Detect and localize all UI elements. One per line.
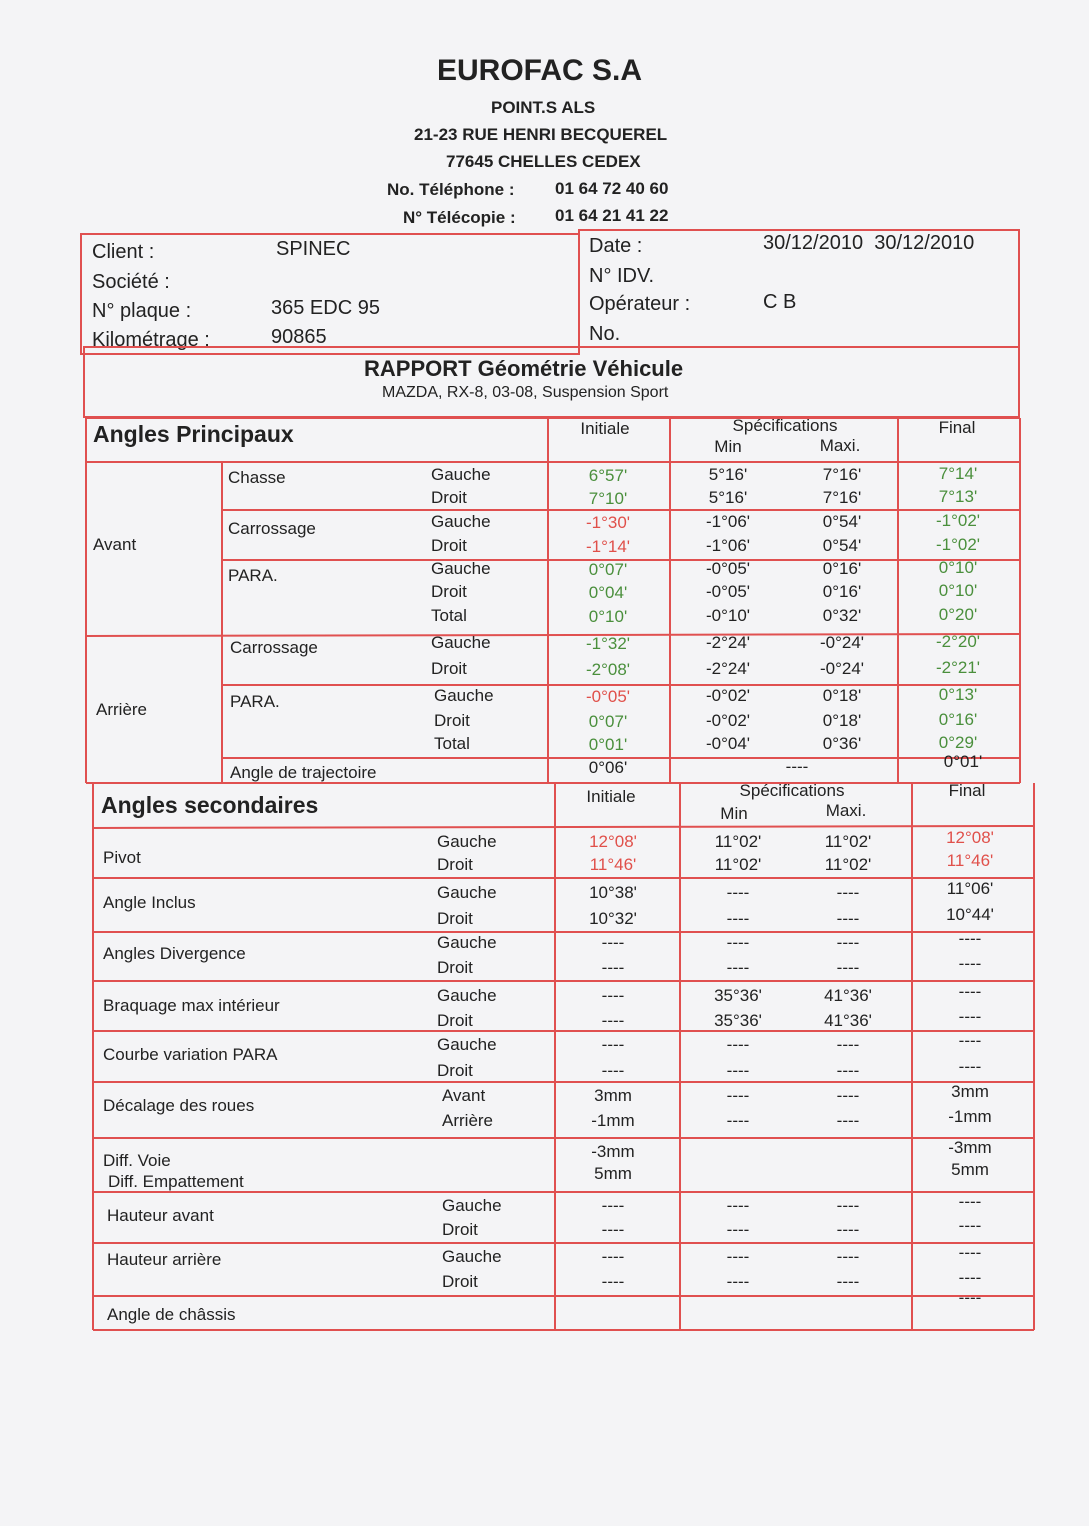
max-value: 0°54' — [822, 512, 862, 531]
secondary-label: Décalage des roues — [103, 1096, 255, 1115]
side-label: Avant — [442, 1086, 486, 1105]
side-label: Gauche — [431, 633, 491, 652]
no-label: No. — [589, 323, 621, 345]
side-label: Droit — [437, 958, 473, 977]
side-label: Droit — [442, 1272, 478, 1291]
plaque-label: N° plaque : — [92, 300, 192, 322]
initiale-value: -1mm — [591, 1111, 635, 1130]
max-value: 0°54' — [822, 536, 862, 555]
min-value: -0°05' — [705, 582, 751, 601]
col-specifications: Spécifications — [732, 416, 838, 435]
avant-arriere-divider — [86, 634, 1020, 636]
trajectoire-initiale: 0°06' — [588, 758, 628, 777]
final-value: 7°14' — [938, 464, 978, 483]
col-min: Min — [714, 437, 742, 456]
max-value: -0°24' — [819, 633, 865, 652]
max-value: ---- — [836, 1035, 860, 1054]
side-label: Gauche — [431, 465, 491, 484]
min-value: ---- — [726, 958, 750, 977]
min-value: 5°16' — [708, 465, 748, 484]
min-value: -0°02' — [705, 686, 751, 705]
final-value: 0°16' — [938, 710, 978, 729]
fax-label: N° Télécopie : — [403, 208, 516, 227]
secondary-label: Diff. Voie — [103, 1151, 171, 1170]
final-value: ---- — [958, 982, 982, 1001]
min-value: ---- — [726, 909, 750, 928]
initiale-value: ---- — [601, 1247, 625, 1266]
max-value: 0°18' — [822, 686, 862, 705]
min-value: -0°02' — [705, 711, 751, 730]
final-value: 0°10' — [938, 581, 978, 600]
final-value: -2°20' — [935, 632, 981, 651]
max-value: ---- — [836, 1220, 860, 1239]
km-label: Kilométrage : — [92, 329, 210, 351]
min-value: -0°04' — [705, 734, 751, 753]
secondary-label: Braquage max intérieur — [103, 996, 280, 1015]
societe-label: Société : — [92, 271, 170, 293]
plaque-value: 365 EDC 95 — [271, 297, 380, 319]
min-value: ---- — [726, 1111, 750, 1130]
side-label: Gauche — [437, 832, 497, 851]
side-label: Total — [434, 734, 470, 753]
max-value: 7°16' — [822, 488, 862, 507]
final-value: -1mm — [948, 1107, 992, 1126]
max-value: -0°24' — [819, 659, 865, 678]
min-value: 35°36' — [714, 1011, 762, 1030]
initiale-value: 7°10' — [588, 489, 628, 508]
max-value: 0°16' — [822, 559, 862, 578]
side-label: Droit — [437, 1011, 473, 1030]
km-value: 90865 — [271, 326, 327, 348]
min-value: 11°02' — [714, 855, 762, 874]
side-label: Gauche — [442, 1196, 502, 1215]
side-label: Droit — [431, 659, 467, 678]
max-value: ---- — [836, 1061, 860, 1080]
min-value: ---- — [726, 1247, 750, 1266]
trajectoire-label: Angle de trajectoire — [230, 763, 377, 782]
sec-col-maxi: Maxi. — [825, 801, 867, 820]
side-label: Gauche — [431, 512, 491, 531]
initiale-value: -0°05' — [585, 687, 631, 706]
secondary-label: Courbe variation PARA — [103, 1045, 278, 1064]
side-label: Droit — [431, 488, 467, 507]
final-value: 5mm — [951, 1160, 989, 1179]
initiale-value: -3mm — [591, 1142, 635, 1161]
initiale-value: ---- — [601, 1035, 625, 1054]
min-value: 11°02' — [714, 832, 762, 851]
final-value: ---- — [958, 1007, 982, 1026]
col-initiale: Initiale — [580, 419, 630, 438]
final-value: 11°46' — [946, 851, 994, 870]
side-label: Droit — [437, 855, 473, 874]
min-value: ---- — [726, 1061, 750, 1080]
min-value: -1°06' — [705, 512, 751, 531]
final-value: -2°21' — [935, 658, 981, 677]
initiale-value: 0°04' — [588, 583, 628, 602]
client-label: Client : — [92, 241, 155, 263]
final-value: -3mm — [948, 1138, 992, 1157]
initiale-value: 6°57' — [588, 466, 628, 485]
initiale-value: 3mm — [594, 1086, 632, 1105]
min-value: -0°05' — [705, 559, 751, 578]
final-value: ---- — [958, 1216, 982, 1235]
min-value: -0°10' — [705, 606, 751, 625]
initiale-value: ---- — [601, 1272, 625, 1291]
initiale-value: 0°10' — [588, 607, 628, 626]
final-value: ---- — [958, 929, 982, 948]
max-value: ---- — [836, 1086, 860, 1105]
company-name: EUROFAC S.A — [437, 54, 643, 87]
side-label: Gauche — [434, 686, 494, 705]
side-label: Total — [431, 606, 467, 625]
initiale-value: ---- — [601, 1011, 625, 1030]
max-value: ---- — [836, 1247, 860, 1266]
max-value: 0°18' — [822, 711, 862, 730]
side-label: Droit — [437, 909, 473, 928]
min-value: 35°36' — [714, 986, 762, 1005]
operateur-label: Opérateur : — [589, 293, 691, 315]
sec-col-final: Final — [948, 781, 986, 800]
col-final: Final — [938, 418, 976, 437]
initiale-value: -1°14' — [585, 537, 631, 556]
side-label: Gauche — [431, 559, 491, 578]
operateur-value: C B — [763, 291, 797, 313]
max-value: 11°02' — [824, 855, 872, 874]
min-value: ---- — [726, 1035, 750, 1054]
angles-secondaires-title: Angles secondaires — [101, 792, 319, 818]
max-value: ---- — [836, 958, 860, 977]
min-value: ---- — [726, 1220, 750, 1239]
min-value: -2°24' — [705, 633, 751, 652]
min-value: 5°16' — [708, 488, 748, 507]
group-label: PARA. — [228, 566, 278, 585]
initiale-value: 10°38' — [589, 883, 637, 902]
initiale-value: ---- — [601, 933, 625, 952]
group-label: PARA. — [230, 692, 280, 711]
initiale-value: 0°07' — [588, 560, 628, 579]
side-label: Gauche — [437, 883, 497, 902]
initiale-value: 11°46' — [589, 855, 637, 874]
side-label: Droit — [442, 1220, 478, 1239]
idv-label: N° IDV. — [589, 265, 655, 287]
max-value: ---- — [836, 933, 860, 952]
initiale-value: 10°32' — [589, 909, 637, 928]
final-value: -1°02' — [935, 535, 981, 554]
min-value: ---- — [726, 1196, 750, 1215]
initiale-value: ---- — [601, 986, 625, 1005]
side-label: Arrière — [442, 1111, 494, 1130]
secondary-label: Angles Divergence — [103, 944, 246, 963]
sec-col-initiale: Initiale — [586, 787, 636, 806]
final-value: 0°13' — [938, 685, 978, 704]
avant-label: Avant — [93, 535, 137, 554]
final-value: 12°08' — [946, 828, 994, 847]
min-value: ---- — [726, 1272, 750, 1291]
side-label: Droit — [437, 1061, 473, 1080]
trajectoire-final: 0°01' — [943, 752, 983, 771]
initiale-value: 12°08' — [589, 832, 637, 851]
date-label: Date : — [589, 235, 643, 257]
header-line-1: POINT.S ALS — [491, 98, 596, 117]
header-address: 21-23 RUE HENRI BECQUEREL — [414, 125, 668, 144]
final-value: 0°10' — [938, 558, 978, 577]
trajectoire-spec: ---- — [785, 757, 809, 776]
header-city: 77645 CHELLES CEDEX — [446, 152, 641, 171]
secondary-label: Hauteur arrière — [107, 1250, 222, 1269]
side-label: Gauche — [437, 933, 497, 952]
initiale-value: ---- — [601, 958, 625, 977]
col-maxi: Maxi. — [819, 436, 861, 455]
side-label: Gauche — [442, 1247, 502, 1266]
max-value: ---- — [836, 1196, 860, 1215]
group-label: Chasse — [228, 468, 286, 487]
report-subtitle: MAZDA, RX-8, 03-08, Suspension Sport — [382, 384, 669, 401]
final-value: ---- — [958, 1192, 982, 1211]
final-value: 7°13' — [938, 487, 978, 506]
max-value: 0°36' — [822, 734, 862, 753]
min-value: ---- — [726, 933, 750, 952]
side-label: Droit — [434, 711, 470, 730]
min-value: ---- — [726, 1086, 750, 1105]
final-value: 3mm — [951, 1082, 989, 1101]
final-value: 10°44' — [946, 905, 994, 924]
initiale-value: ---- — [601, 1061, 625, 1080]
secondary-label: Angle Inclus — [103, 893, 196, 912]
max-value: ---- — [836, 883, 860, 902]
report-title: RAPPORT Géométrie Véhicule — [364, 356, 684, 381]
client-value: SPINEC — [276, 238, 351, 260]
final-value: ---- — [958, 1288, 982, 1307]
max-value: 41°36' — [824, 986, 872, 1005]
max-value: 0°32' — [822, 606, 862, 625]
group-label: Carrossage — [230, 638, 318, 657]
secondary-label: Pivot — [103, 848, 141, 867]
final-value: ---- — [958, 1243, 982, 1262]
secondary-label: Angle de châssis — [107, 1305, 236, 1324]
max-value: 7°16' — [822, 465, 862, 484]
initiale-value: -2°08' — [585, 660, 631, 679]
fax-value: 01 64 21 41 22 — [555, 206, 669, 225]
phone-label: No. Téléphone : — [387, 180, 515, 199]
final-value: -1°02' — [935, 511, 981, 530]
initiale-value: ---- — [601, 1196, 625, 1215]
max-value: 41°36' — [824, 1011, 872, 1030]
initiale-value: 5mm — [594, 1164, 632, 1183]
angles-principaux-title: Angles Principaux — [93, 421, 294, 447]
max-value: ---- — [836, 909, 860, 928]
arriere-label: Arrière — [96, 700, 148, 719]
sec-col-min: Min — [720, 804, 748, 823]
phone-value: 01 64 72 40 60 — [555, 179, 669, 198]
initiale-value: ---- — [601, 1220, 625, 1239]
final-value: 0°20' — [938, 605, 978, 624]
final-value: ---- — [958, 1031, 982, 1050]
initiale-value: -1°30' — [585, 513, 631, 532]
secondaires-header-divider — [93, 826, 1034, 828]
group-label: Carrossage — [228, 519, 316, 538]
sec-col-specifications: Spécifications — [739, 781, 845, 800]
side-label: Gauche — [437, 986, 497, 1005]
final-value: 0°29' — [938, 733, 978, 752]
max-value: 11°02' — [824, 832, 872, 851]
min-value: -1°06' — [705, 536, 751, 555]
date-value: 30/12/2010 30/12/2010 — [763, 232, 975, 254]
max-value: 0°16' — [822, 582, 862, 601]
max-value: ---- — [836, 1272, 860, 1291]
final-value: ---- — [958, 1268, 982, 1287]
final-value: ---- — [958, 1057, 982, 1076]
side-label: Droit — [431, 536, 467, 555]
initiale-value: 0°01' — [588, 735, 628, 754]
final-value: ---- — [958, 954, 982, 973]
side-label: Droit — [431, 582, 467, 601]
secondary-label-2: Diff. Empattement — [108, 1172, 244, 1191]
initiale-value: -1°32' — [585, 634, 631, 653]
secondary-label: Hauteur avant — [107, 1206, 214, 1225]
initiale-value: 0°07' — [588, 712, 628, 731]
final-value: 11°06' — [946, 879, 994, 898]
min-value: -2°24' — [705, 659, 751, 678]
max-value: ---- — [836, 1111, 860, 1130]
min-value: ---- — [726, 883, 750, 902]
side-label: Gauche — [437, 1035, 497, 1054]
